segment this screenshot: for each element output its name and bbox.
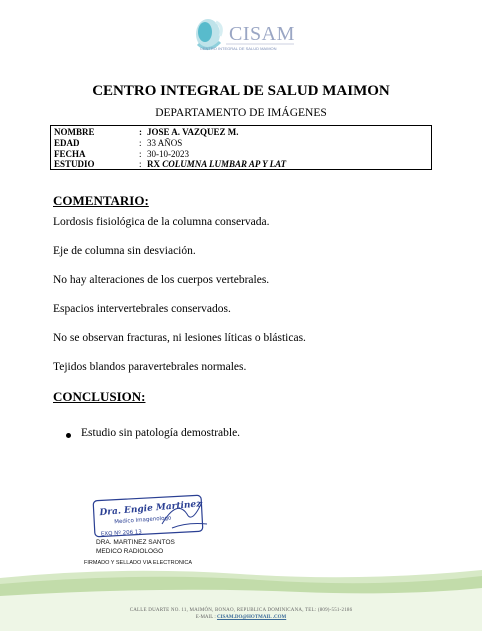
stamp-exq: EXQ Nº 206 13 bbox=[100, 529, 143, 538]
age-value: 33 AÑOS bbox=[147, 138, 183, 148]
age-label: EDAD bbox=[54, 138, 80, 148]
study-colon: : bbox=[139, 159, 142, 169]
logo-text: CISAM bbox=[229, 23, 295, 45]
comment-line: Lordosis fisiológica de la columna conservada. bbox=[53, 216, 270, 228]
doctor-name: DRA. MARTINEZ SANTOS bbox=[96, 539, 175, 546]
conclusion-heading: CONCLUSION: bbox=[53, 389, 146, 404]
patient-info-box bbox=[50, 125, 432, 170]
name-label: NOMBRE bbox=[54, 127, 95, 137]
doctor-title: MEDICO RADIOLOGO bbox=[96, 548, 164, 555]
comment-line: Espacios intervertebrales conservados. bbox=[53, 303, 231, 315]
age-colon: : bbox=[139, 138, 142, 148]
conclusion-item: Estudio sin patología demostrable. bbox=[81, 427, 241, 439]
comment-line: No hay alteraciones de los cuerpos vertebrales. bbox=[53, 274, 270, 286]
signature-note: FIRMADO Y SELLADO VIA ELECTRONICA bbox=[84, 560, 192, 566]
date-value: 30-10-2023 bbox=[147, 149, 189, 159]
logo-subtext: CENTRO INTEGRAL DE SALUD MAIMON bbox=[200, 46, 277, 51]
page-title: CENTRO INTEGRAL DE SALUD MAIMON bbox=[92, 83, 390, 99]
comment-line: Eje de columna sin desviación. bbox=[53, 245, 196, 257]
footer-email-link[interactable]: CISAM.DO@HOTMAIL .COM bbox=[216, 615, 287, 620]
footer-email-label: E-MAIL : bbox=[195, 615, 216, 620]
study-label: ESTUDIO bbox=[54, 159, 95, 169]
study-prefix: RX bbox=[147, 159, 160, 169]
signature-stamp bbox=[92, 494, 212, 540]
study-name: COLUMNA LUMBAR AP Y LAT bbox=[162, 159, 287, 169]
date-label: FECHA bbox=[54, 149, 86, 159]
department-title: DEPARTAMENTO DE IMÁGENES bbox=[155, 107, 327, 119]
footer-wave bbox=[0, 560, 482, 631]
comment-line: Tejidos blandos paravertebrales normales. bbox=[53, 361, 247, 373]
footer-email-line bbox=[0, 615, 482, 620]
stamp-name: Dra. Engie Martinez bbox=[99, 499, 202, 519]
cisam-logo bbox=[186, 14, 298, 56]
bullet-icon bbox=[66, 433, 71, 438]
comment-line: No se observan fracturas, ni lesiones líticas o blásticas. bbox=[53, 332, 306, 344]
date-colon: : bbox=[139, 149, 142, 159]
name-colon: : bbox=[139, 127, 142, 137]
stamp-title: Medico Imagenologo bbox=[114, 515, 172, 526]
name-value: JOSE A. VAZQUEZ M. bbox=[147, 127, 239, 137]
footer-address: CALLE DUARTE NO. 11, MAIMÓN, BONAO, REPUBLICA DOMINICANA, TEL: (809)-551-2186 bbox=[129, 608, 353, 613]
study-value bbox=[147, 159, 286, 169]
comment-heading: COMENTARIO: bbox=[53, 193, 149, 208]
